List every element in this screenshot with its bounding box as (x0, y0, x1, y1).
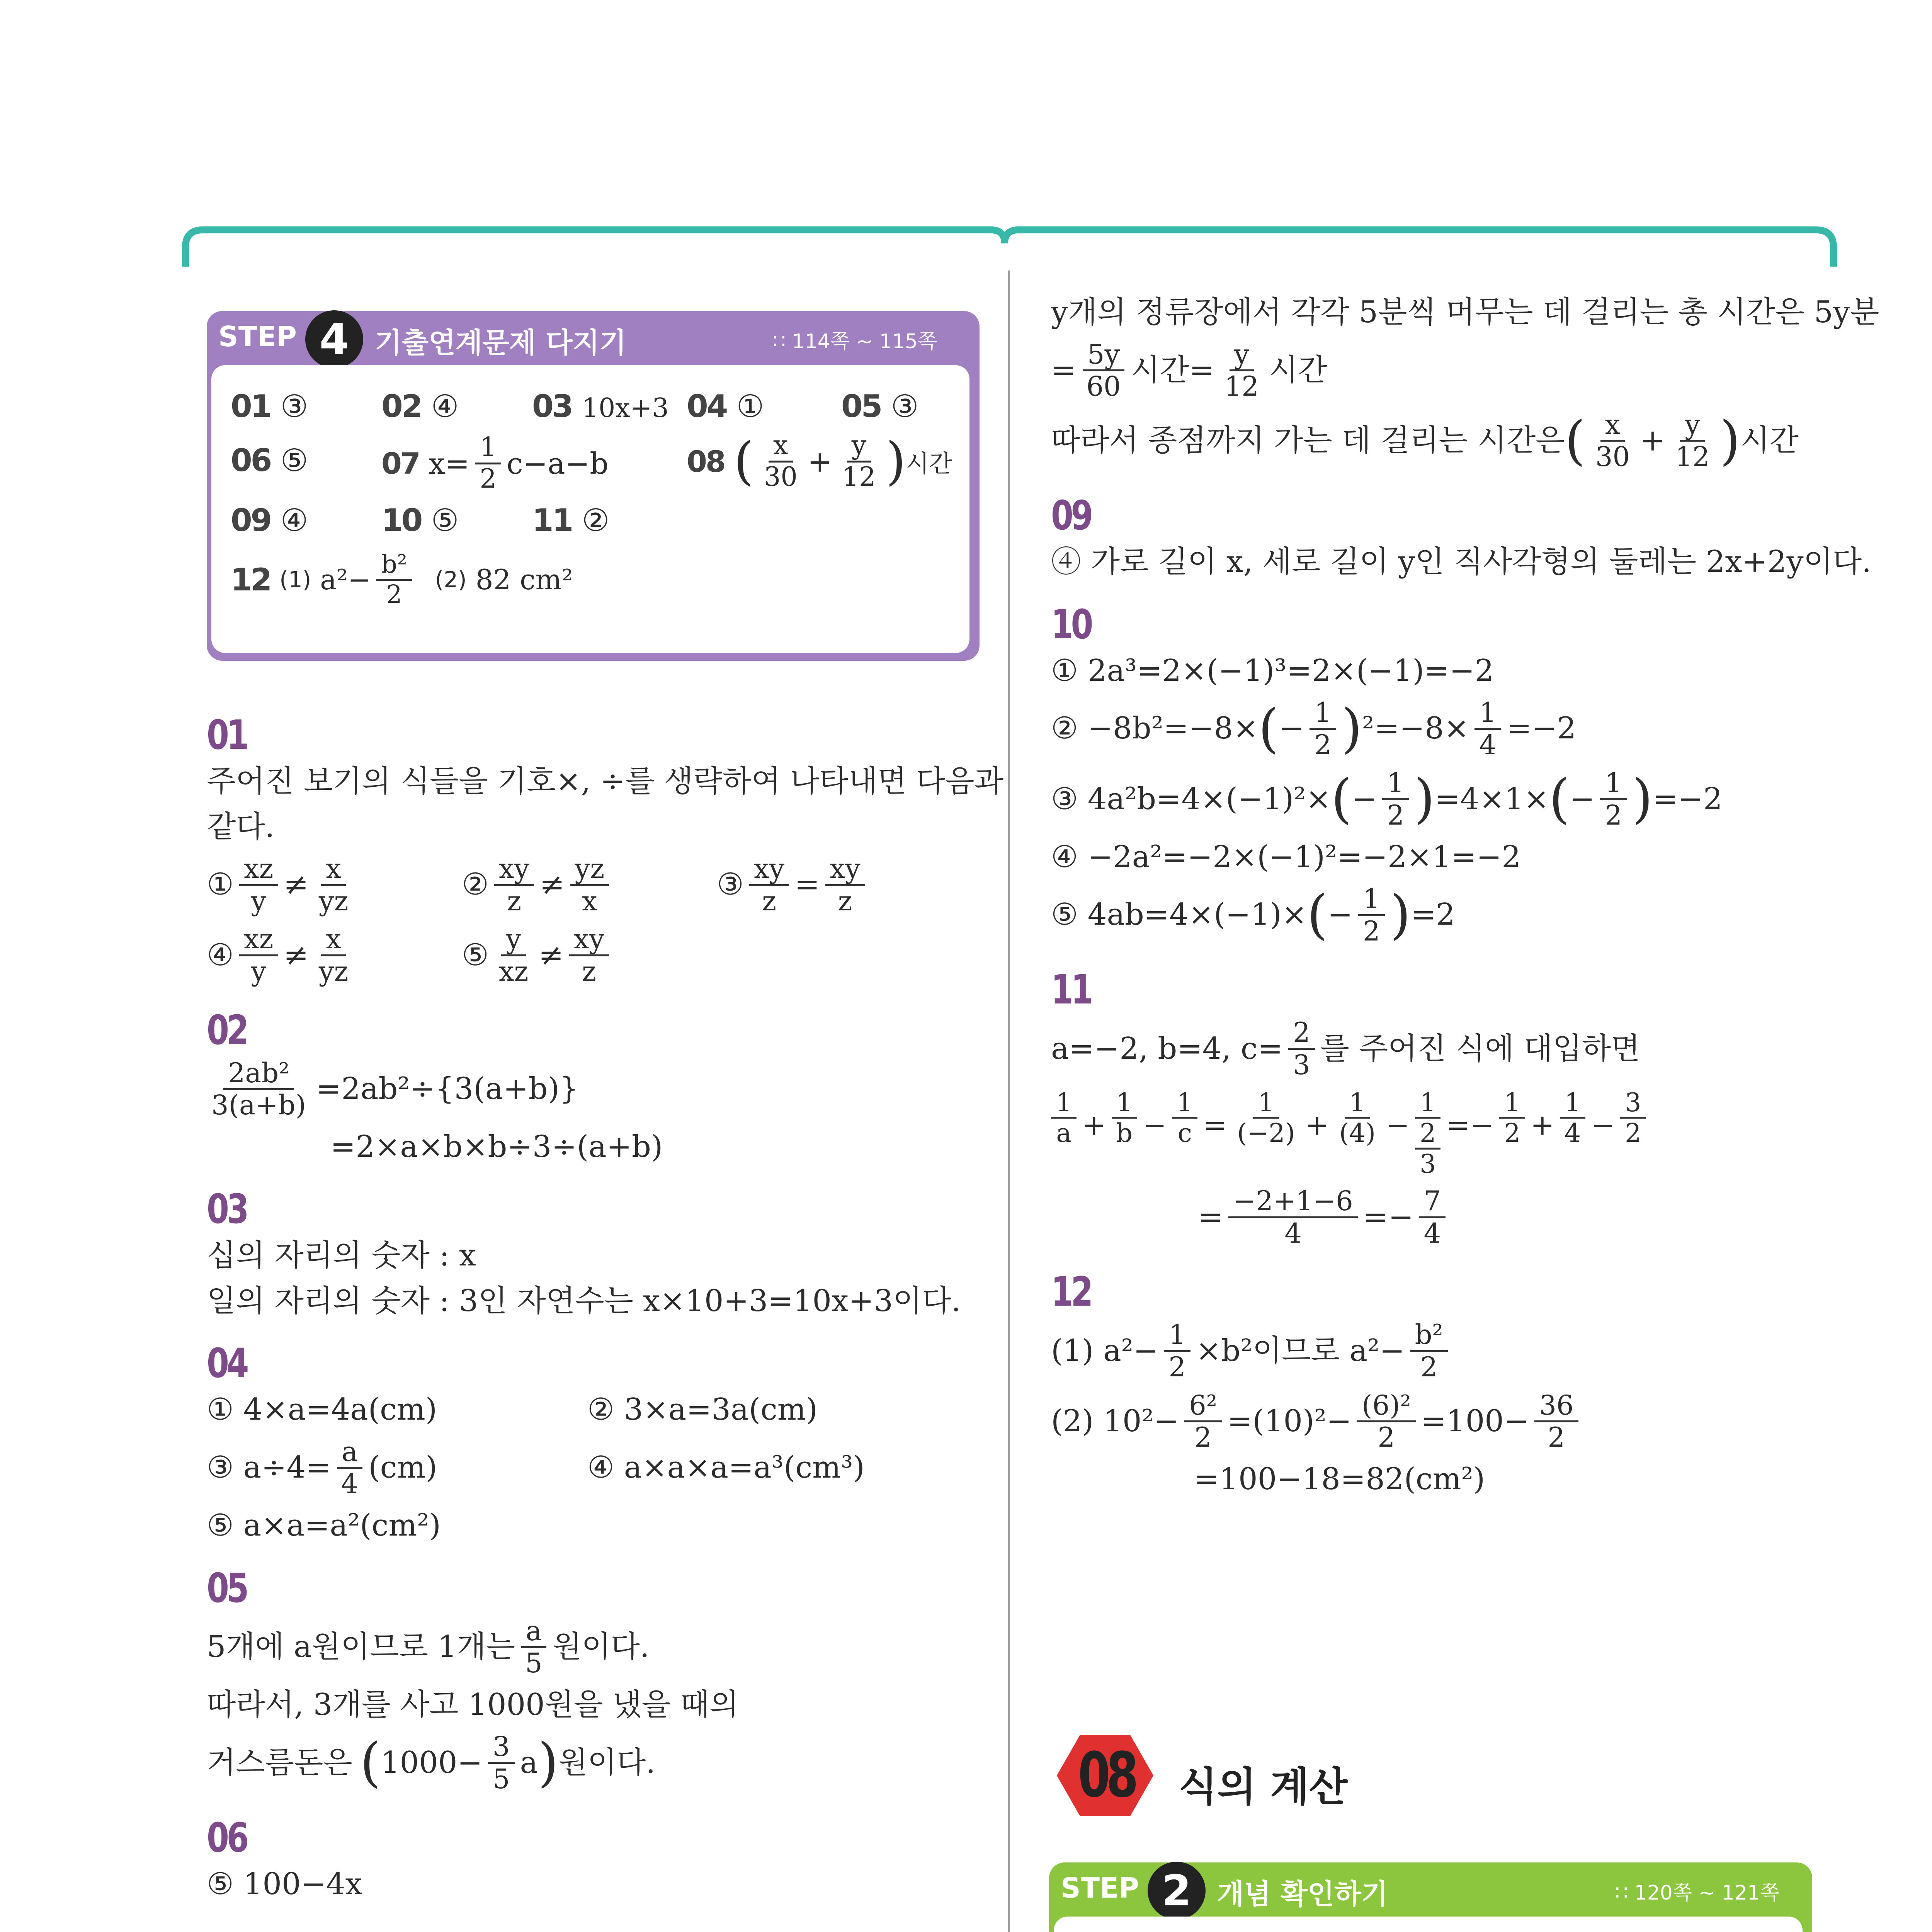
ans-num: 10 (381, 502, 422, 538)
frac-den: z (838, 885, 852, 917)
op: + (1305, 1108, 1329, 1142)
math: =(10)²− (1227, 1404, 1352, 1439)
frac-den: c (1177, 1118, 1192, 1148)
frac-num: (6)² (1357, 1390, 1416, 1423)
frac-num: a (337, 1437, 362, 1469)
frac-num: 1 (1475, 697, 1501, 730)
op: − (1385, 1108, 1410, 1142)
frac-den: 12 (842, 461, 876, 492)
section-number: 08 (1078, 1739, 1134, 1811)
ans-num: 01 (231, 388, 271, 424)
text-line: 시간 (1740, 423, 1799, 458)
op: + (807, 444, 832, 479)
math: (1) a²− (1051, 1333, 1159, 1368)
frac-den: 4 (341, 1468, 359, 1500)
op: + (1530, 1108, 1554, 1142)
ans-num: 09 (231, 502, 271, 538)
frac-num: b² (1410, 1320, 1448, 1352)
frac-den: 30 (764, 461, 798, 492)
frac-den: 2 (386, 580, 402, 609)
frac-den: xz (498, 955, 529, 987)
frac-den: (−2) (1237, 1118, 1295, 1148)
frac-den: yz (318, 885, 349, 917)
frac-num: 1 (1358, 884, 1385, 916)
part: (2) (435, 566, 467, 593)
op: = (794, 867, 820, 902)
frac-num: xy (569, 924, 609, 956)
frac-den: 60 (1086, 371, 1121, 403)
ans-val: c−a−b (507, 446, 609, 481)
op: ≠ (283, 867, 309, 902)
q10-number: 10 (1051, 600, 1091, 648)
frac-den: 5 (492, 1763, 510, 1795)
frac-den: 2 (1387, 799, 1405, 831)
frac-den: 3(a+b) (211, 1089, 306, 1121)
frac-den: 2 (1362, 915, 1380, 947)
frac-num: 1 (1172, 1088, 1197, 1119)
frac-num: 1 (1415, 1088, 1440, 1119)
frac-num: b² (376, 551, 412, 581)
text-line: 따라서 종점까지 가는 데 걸리는 시간은 (1051, 423, 1565, 458)
math-line: ③ a÷4= (207, 1450, 331, 1485)
frac-num: 2 (1288, 1017, 1315, 1050)
frac-num: 7 (1419, 1186, 1446, 1218)
math: ③ 4a²b=4×(−1)²× (1051, 781, 1331, 816)
text-line: 주어진 보기의 식들을 기호×, ÷를 생략하여 나타내면 다음과 (207, 764, 1004, 799)
frac-den: 30 (1595, 441, 1630, 473)
frac-den: 3 (1293, 1049, 1310, 1081)
q09-number: 09 (1051, 492, 1091, 539)
marker: ③ (717, 867, 744, 902)
step4-pages: ∷ 114쪽 ~ 115쪽 (773, 330, 937, 353)
frac-num: xz (239, 854, 278, 886)
math: ② −8b²=−8× (1051, 711, 1259, 746)
q05-number: 05 (207, 1564, 247, 1612)
frac-den: 3 (1419, 1148, 1436, 1179)
ans-val: ③ (891, 388, 919, 424)
frac-num: 1 (475, 433, 501, 464)
frac-num: 1 (1051, 1088, 1077, 1119)
math: =−2 (1653, 781, 1723, 816)
frac-den: 2 (1504, 1118, 1520, 1148)
frac-num: x (769, 431, 793, 463)
math: 시간= (1131, 352, 1214, 388)
text-line: 일의 자리의 숫자 : 3인 자연수는 x×10+3=10x+3이다. (207, 1283, 961, 1318)
frac-den: 4 (1564, 1118, 1581, 1148)
step4-answers: 01 ③ 02 ④ 03 10x+3 04 ① 05 ③ 06 ⑤ 07 x= $\frac{1}{2}$ c−a−b 08 ( $\frac{x}{30}$ + $\frac{y}{12}$ ) 시간 09 ④ 10 ⑤ 11 ② 12 (1) a²− $\frac{\text{b²}}{2}$ (2) 82 cm² (211, 365, 969, 653)
ans-num: 03 (532, 388, 572, 424)
frac-num: 3 (1620, 1088, 1646, 1119)
frac-den: 2 (1314, 729, 1332, 761)
math: =− (1363, 1199, 1414, 1235)
frac-num: −2+1−6 (1228, 1186, 1357, 1218)
marker: ② (462, 867, 489, 902)
frac-num: xy (494, 854, 534, 886)
frac-den: 2 (480, 463, 497, 494)
frac-den: yz (318, 955, 349, 987)
section-title: 식의 계산 (1179, 1763, 1348, 1810)
ans-num: 12 (231, 561, 271, 598)
frac-den: 2 (1625, 1118, 1641, 1148)
frac-den: b (1116, 1118, 1133, 1148)
ans-val: ④ (431, 388, 459, 424)
op: ≠ (539, 867, 565, 902)
op: − (1143, 1108, 1167, 1142)
math-line: ① 4×a=4a(cm) (207, 1392, 437, 1427)
ans-num: 06 (231, 442, 271, 478)
frac-num: xy (825, 854, 865, 886)
op: ≠ (538, 937, 564, 973)
math: =4×1× (1435, 781, 1549, 816)
frac-num: y (501, 924, 526, 956)
math: =100− (1421, 1404, 1529, 1439)
math: ⑤ 4ab=4×(−1)× (1051, 897, 1307, 932)
math: 시간 (1269, 352, 1327, 388)
step4-number: 4 (305, 310, 363, 368)
step2-box (1049, 1862, 1812, 1932)
ans-val: a²− (320, 563, 371, 596)
text-line: 원이다. (552, 1629, 650, 1664)
text-line: 를 주어진 식에 대입하면 (1320, 1031, 1640, 1066)
math: − (1352, 781, 1377, 816)
unit: 시간 (906, 449, 952, 478)
step2-title: 개념 확인하기 (1217, 1878, 1388, 1910)
frac-den: (4) (1339, 1118, 1376, 1148)
math-line: ② 3×a=3a(cm) (587, 1392, 818, 1427)
frac-num: xy (749, 854, 789, 886)
frac-num: x (321, 854, 346, 886)
math-line: ⑤ a×a=a²(cm²) (207, 1508, 441, 1543)
header-bracket (0, 0, 1932, 309)
text-line: ④ 가로 길이 x, 세로 길이 y인 직사각형의 둘레는 2x+2y이다. (1051, 544, 1872, 579)
math: ²=−8× (1362, 711, 1469, 746)
math-line: ⑤ 100−4x (207, 1866, 362, 1901)
math: − (1279, 711, 1304, 746)
frac-num: 36 (1534, 1390, 1578, 1423)
frac-num: y (1680, 410, 1705, 442)
ans-num: 08 (687, 444, 724, 479)
math-line: ① 2a³=2×(−1)³=2×(−1)=−2 (1051, 653, 1494, 688)
frac-num: 1 (1253, 1088, 1279, 1119)
frac-num: 6² (1184, 1390, 1222, 1423)
math: a (520, 1745, 538, 1780)
step4-box (207, 311, 980, 661)
math-line: ④ −2a²=−2×(−1)²=−2×1=−2 (1051, 839, 1521, 874)
left-column: 01 주어진 보기의 식들을 기호×, ÷를 생략하여 나타내면 다음과 같다. ① $\frac{xz}{y}$ ≠ $\frac{x}{yz}$ ② $\frac{xy}{z}$ ≠ $\frac{yz}{x}$ ③ $\frac{xy}{z}$ = $\frac{xy}{z}$ ④ $\frac{xz}{y}$ ≠ $\frac{x}{yz}$ ⑤ $\frac{y}{xz}$ ≠ $\frac{xy}{z}$ 02 $\frac{\text{2ab²}}{3(a+b)}$ =2ab²÷{3(a+b)} =2×a×b×b÷3÷(a+b) 03 십의 자리의 숫자 : x 일의 자리의 숫자 : 3인 자연수는 x×10+3=10x+3이다. 04 ① 4×a=4a(cm) ② 3×a=3a(cm) ③ a÷4= $\frac{a}{4}$ (cm) ④ a×a×a=a³(cm³) ⑤ a×a=a²(cm²) 05 5개에 a원이므로 1개는 $\frac{a}{5}$ 원이다. 따라서, 3개를 사고 1000원을 냈을 때의 거스름돈은 ( 1000− $\frac{3}{5}$ a ) 원이다. 06 ⑤ 100−4x (207, 692, 983, 1932)
text-line: y개의 정류장에서 각각 5분씩 머무는 데 걸리는 총 시간은 5y분 (1051, 295, 1879, 330)
frac-num: x (321, 924, 346, 956)
frac-den: z (762, 885, 777, 917)
math: = (1051, 352, 1077, 388)
column-divider (1008, 270, 1010, 1932)
frac-den: 5 (525, 1647, 543, 1679)
op: − (1591, 1108, 1615, 1142)
frac-den: y (251, 955, 267, 987)
math-line: =2ab²÷{3(a+b)} (316, 1071, 579, 1106)
q06-number: 06 (207, 1814, 247, 1861)
frac-num: 1 (1560, 1088, 1585, 1119)
frac-den: 2 (1605, 799, 1622, 831)
q12-number: 12 (1051, 1268, 1091, 1316)
frac-num: 3 (488, 1731, 515, 1764)
frac-num: 1 (1310, 697, 1336, 730)
math: (2) 10²− (1051, 1404, 1179, 1439)
text-line: 십의 자리의 숫자 : x (207, 1238, 476, 1273)
frac-num: 1 (1164, 1320, 1190, 1352)
step2-pages: ∷ 120쪽 ~ 121쪽 (1615, 1881, 1780, 1905)
ans-num: 11 (532, 502, 572, 538)
ans-val: ④ (280, 502, 308, 538)
q04-number: 04 (207, 1340, 247, 1387)
frac-den: a (1056, 1118, 1072, 1148)
text-line: 원이다. (558, 1745, 656, 1780)
frac-num: 5y (1083, 339, 1124, 372)
q03-number: 03 (207, 1185, 247, 1233)
frac-num: 1 (1345, 1088, 1370, 1119)
ans-val: x= (428, 446, 470, 481)
frac-num: y (1230, 339, 1254, 372)
math: =−2 (1506, 711, 1577, 746)
marker: ⑤ (462, 937, 489, 973)
ans-num: 07 (381, 446, 419, 481)
ans-num: 04 (687, 388, 727, 424)
frac-den: 12 (1224, 371, 1259, 403)
frac-num: 1 (1112, 1088, 1137, 1119)
math: − (1570, 781, 1595, 816)
math: = (1198, 1199, 1223, 1235)
math: ×b²이므로 a²− (1196, 1333, 1405, 1368)
math: =2 (1410, 897, 1455, 932)
op: + (1640, 423, 1665, 458)
frac-den: 2 (1194, 1422, 1212, 1454)
frac-num: yz (570, 854, 609, 886)
frac-num: 1 (1600, 768, 1627, 800)
frac-den: 2 (1168, 1351, 1186, 1383)
math-line: ④ a×a×a=a³(cm³) (587, 1450, 865, 1485)
q01-number: 01 (207, 711, 247, 759)
ans-val: ③ (280, 388, 308, 424)
frac-den: 4 (1284, 1217, 1302, 1249)
ans-num: 02 (381, 388, 422, 424)
frac-num: x (1600, 410, 1625, 442)
step2-number: 2 (1148, 1862, 1206, 1920)
frac-den: 12 (1675, 441, 1710, 473)
math: a=−2, b=4, c= (1051, 1031, 1283, 1066)
math-line: =100−18=82(cm²) (1194, 1461, 1485, 1497)
ans-val: ① (736, 388, 764, 424)
step4-title: 기출연계문제 다지기 (375, 327, 627, 359)
frac-num: y (847, 431, 871, 463)
ans-val: ② (582, 502, 610, 538)
op: = (1203, 1108, 1227, 1142)
math-line: (cm) (368, 1450, 437, 1485)
q11-number: 11 (1051, 966, 1091, 1014)
text-line: 같다. (207, 809, 275, 844)
ans-num: 05 (841, 388, 881, 424)
step2-answers (1054, 1917, 1803, 1932)
step2-label: STEP (1061, 1872, 1139, 1904)
part: (1) (279, 566, 311, 593)
op: + (1082, 1108, 1106, 1142)
frac-num: 1 (1499, 1088, 1525, 1119)
q02-number: 02 (207, 1006, 247, 1054)
frac-num: xz (239, 924, 278, 956)
text-line: 5개에 a원이므로 1개는 (207, 1629, 515, 1664)
step4-label: STEP (218, 320, 297, 353)
math: − (1327, 897, 1353, 932)
frac-den: z (582, 955, 596, 987)
frac-den: y (251, 885, 267, 917)
ans-val: 82 cm² (475, 563, 573, 596)
op: =− (1446, 1108, 1494, 1142)
frac-den: z (507, 885, 522, 917)
text-line: 따라서, 3개를 사고 1000원을 냈을 때의 (207, 1687, 739, 1722)
math: 1000− (381, 1745, 483, 1780)
frac-den: x (582, 885, 597, 917)
marker: ④ (207, 937, 234, 973)
frac-num: a (521, 1616, 547, 1648)
frac-den: 2 (1378, 1422, 1395, 1454)
op: ≠ (283, 937, 309, 973)
marker: ① (207, 867, 234, 902)
ans-val: ⑤ (280, 442, 308, 478)
frac-den: 4 (1423, 1217, 1441, 1249)
right-column: y개의 정류장에서 각각 5분씩 머무는 데 걸리는 총 시간은 5y분 = $\frac{5y}{60}$ 시간= $\frac{y}{12}$ 시간 따라서 종점까지 가는 데 걸리는 시간은 ( $\frac{x}{30}$ + $\frac{y}{12}$ ) 시간 09 ④ 가로 길이 x, 세로 길이 y인 직사각형의 둘레는 2x+2y이다. 10 ① 2a³=2×(−1)³=2×(−1)=−2 ② −8b²=−8× ( − $\frac{1}{2}$ ) ²=−8× $\frac{1}{4}$ =−2 ③ 4a²b=4×(−1)²× ( − $\frac{1}{2}$ ) =4×1× ( − $\frac{1}{2}$ ) =−2 ④ −2a²=−2×(−1)²=−2×1=−2 ⑤ 4ab=4×(−1)× ( − $\frac{1}{2}$ ) =2 11 a=−2, b=4, c= $\frac{2}{3}$ 를 주어진 식에 대입하면 $\frac{1}{a}$ + $\frac{1}{b}$ − $\frac{1}{c}$ = $\frac{1}{(-2)}$ + $\frac{1}{(4)}$ − $\frac{1}{\frac{2}{3}}$ =− $\frac{1}{2}$ + $\frac{1}{4}$ − $\frac{3}{2}$ = $\frac{-2+1-6}{4}$ =− $\frac{7}{4}$ 12 (1) a²− $\frac{1}{2}$ ×b²이므로 a²− $\frac{\text{b²}}{2}$ (2) 10²− $\frac{\text{6²}}{2}$ =(10)²− $\frac{\text{(6)²}}{2}$ =100− $\frac{36}{2}$ =100−18=82(cm²) (1051, 286, 1839, 1506)
frac-num: 1 (1382, 768, 1409, 800)
text-line: 거스름돈은 (207, 1745, 352, 1780)
frac-den: 4 (1479, 729, 1497, 761)
frac-den: 2 (1420, 1351, 1438, 1383)
math-line: =2×a×b×b÷3÷(a+b) (330, 1129, 663, 1164)
ans-val: 10x+3 (582, 393, 669, 423)
frac-den: 2 (1548, 1422, 1565, 1454)
frac-num: 2 (1415, 1119, 1440, 1150)
ans-val: ⑤ (431, 502, 459, 538)
frac-num: 2ab² (223, 1058, 294, 1090)
